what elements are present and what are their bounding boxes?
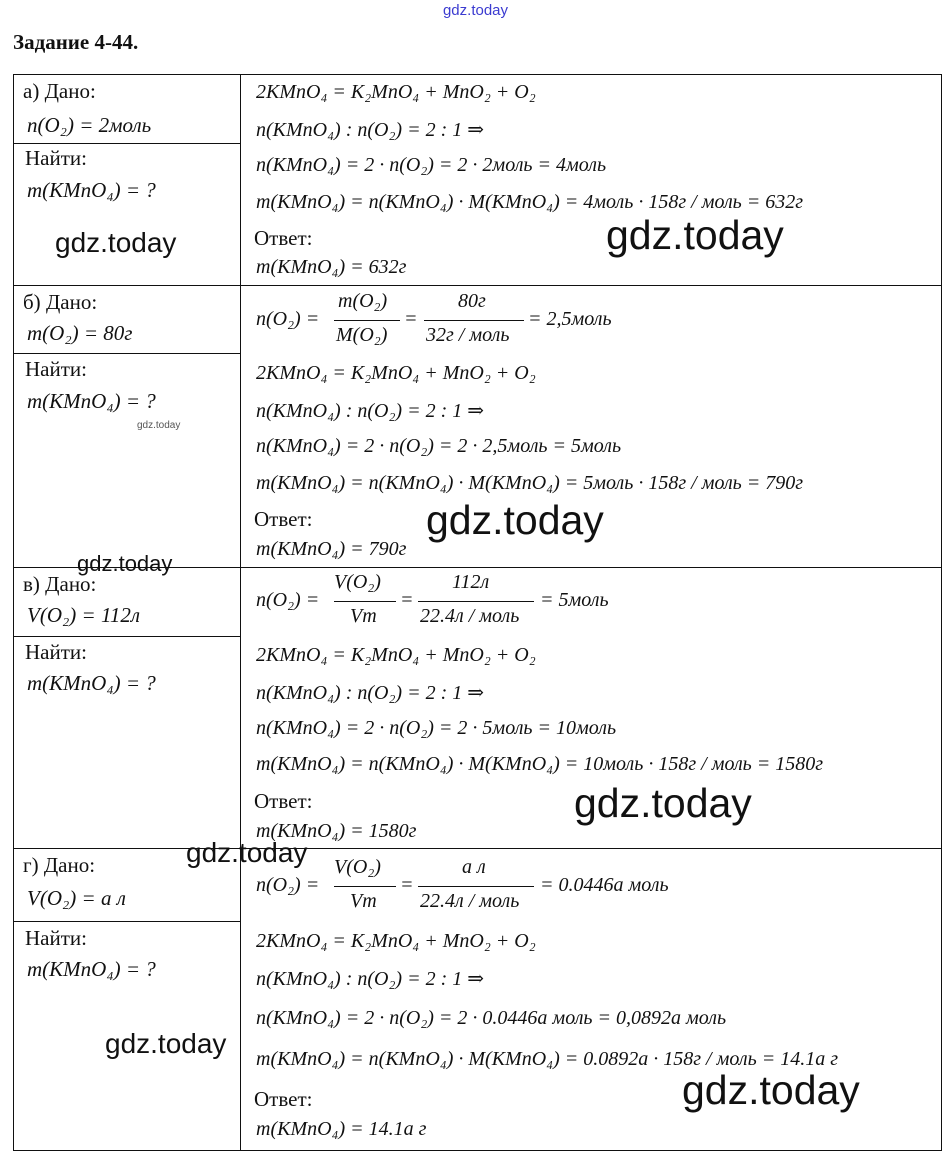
part-d-answer: m(KMnO₄) = 14.1a г <box>256 1118 427 1140</box>
part-letter: а) <box>23 79 40 103</box>
given-find-separator <box>14 353 240 354</box>
part-letter: в) <box>23 572 40 596</box>
part-b-numerator-1: m(O₂) <box>338 290 388 312</box>
part-d-solution-line: n(KMnO₄) = 2 · n(O₂) = 2 · 0.0446a моль = 0,0892a моль <box>256 1007 727 1029</box>
watermark-text: gdz.today <box>186 837 308 868</box>
fraction-bar <box>418 886 534 887</box>
part-c-numerator-2: 112л <box>452 571 490 593</box>
column-divider <box>240 75 241 1150</box>
part-d-equals: = <box>400 874 414 896</box>
part-a-answer: m(KMnO₄) = 632г <box>256 256 407 278</box>
row-separator <box>14 848 941 849</box>
part-b-answer-heading: Ответ: <box>254 507 313 531</box>
watermark-text: gdz.today <box>137 420 181 431</box>
part-b-solution-line: m(KMnO₄) = n(KMnO₄) · M(KMnO₄) = 5моль · 158г / моль = 790г <box>256 472 804 494</box>
part-c-answer-heading: Ответ: <box>254 789 313 813</box>
part-c-denominator-2: 22.4л / моль <box>420 605 520 627</box>
watermark-text: gdz.today <box>682 1067 860 1113</box>
given-label: Дано: <box>45 290 98 314</box>
part-c-equals: = <box>400 589 414 611</box>
part-b-solution-line: 2KMnO₄ = K₂MnO₄ + MnO₂ + O₂ <box>256 362 536 384</box>
fraction-bar <box>334 886 396 887</box>
task-title: Задание 4-44. <box>13 30 139 54</box>
part-d-numerator-1: V(O₂) <box>334 856 381 878</box>
part-c-solution-line: 2KMnO₄ = K₂MnO₄ + MnO₂ + O₂ <box>256 644 536 666</box>
part-a-find-value: m(KMnO₄) = ? <box>27 178 156 202</box>
watermark-text: gdz.today <box>77 551 173 576</box>
watermark-text: gdz.today <box>426 497 604 543</box>
part-d-numerator-2: a л <box>462 856 486 878</box>
top-watermark: gdz.today <box>442 2 509 19</box>
fraction-bar <box>418 601 534 602</box>
watermark-text: gdz.today <box>574 780 752 826</box>
part-a-solution-line: n(KMnO₄) = 2 · n(O₂) = 2 · 2моль = 4моль <box>256 154 607 176</box>
part-c-find-value: m(KMnO₄) = ? <box>27 671 156 695</box>
part-b-solution-line: n(KMnO₄) = 2 · n(O₂) = 2 · 2,5моль = 5моль <box>256 435 622 457</box>
part-letter: г) <box>23 853 39 877</box>
watermark-text: gdz.today <box>606 212 784 258</box>
part-b-solution-line: n(KMnO₄) : n(O₂) = 2 : 1 ⇒ <box>256 400 485 422</box>
part-b-result: = 2,5моль <box>528 308 612 330</box>
part-c-formula-left: n(O₂) = <box>256 589 320 611</box>
part-a-solution-line: 2KMnO₄ = K₂MnO₄ + MnO₂ + O₂ <box>256 81 536 103</box>
part-c-denominator-1: Vm <box>350 605 377 627</box>
watermark-text: gdz.today <box>55 227 177 258</box>
part-a-find-heading: Найти: <box>25 146 87 170</box>
part-b-formula-left: n(O₂) = <box>256 308 320 330</box>
part-b-numerator-2: 80г <box>458 290 486 312</box>
part-c-solution-line: n(KMnO₄) : n(O₂) = 2 : 1 ⇒ <box>256 682 485 704</box>
part-c-answer: m(KMnO₄) = 1580г <box>256 820 417 842</box>
part-b-equals: = <box>404 308 418 330</box>
given-find-separator <box>14 921 240 922</box>
fraction-bar <box>424 320 524 321</box>
part-d-answer-heading: Ответ: <box>254 1087 313 1111</box>
part-c-solution-line: n(KMnO₄) = 2 · n(O₂) = 2 · 5моль = 10моль <box>256 717 617 739</box>
part-b-given-heading <box>23 290 97 315</box>
part-d-denominator-2: 22.4л / моль <box>420 890 520 912</box>
watermark-text: gdz.today <box>105 1028 227 1059</box>
part-b-denominator-1: M(O₂) <box>336 324 388 346</box>
part-b-find-value: m(KMnO₄) = ? <box>27 389 156 413</box>
part-d-find-heading: Найти: <box>25 926 87 950</box>
part-a-solution-line: n(KMnO₄) : n(O₂) = 2 : 1 ⇒ <box>256 119 485 141</box>
part-c-result: = 5моль <box>540 589 609 611</box>
part-b-denominator-2: 32г / моль <box>426 324 510 346</box>
fraction-bar <box>334 601 396 602</box>
given-label: Дано: <box>43 853 96 877</box>
part-d-given-value: V(O₂) = a л <box>27 886 126 910</box>
part-a-given-value: n(O₂) = 2моль <box>27 113 152 137</box>
part-b-find-heading: Найти: <box>25 357 87 381</box>
part-c-numerator-1: V(O₂) <box>334 571 381 593</box>
fraction-bar <box>334 320 400 321</box>
part-letter: б) <box>23 290 41 314</box>
part-d-formula-left: n(O₂) = <box>256 874 320 896</box>
part-b-answer: m(KMnO₄) = 790г <box>256 538 407 560</box>
part-d-result: = 0.0446a моль <box>540 874 669 896</box>
given-find-separator <box>14 636 240 637</box>
part-d-denominator-1: Vm <box>350 890 377 912</box>
part-c-solution-line: m(KMnO₄) = n(KMnO₄) · M(KMnO₄) = 10моль · 158г / моль = 1580г <box>256 753 824 775</box>
part-c-find-heading: Найти: <box>25 640 87 664</box>
part-a-solution-line: m(KMnO₄) = n(KMnO₄) · M(KMnO₄) = 4моль · 158г / моль = 632г <box>256 191 804 213</box>
part-d-solution-line: n(KMnO₄) : n(O₂) = 2 : 1 ⇒ <box>256 968 485 990</box>
given-label: Дано: <box>44 79 96 103</box>
part-d-solution-line: 2KMnO₄ = K₂MnO₄ + MnO₂ + O₂ <box>256 930 536 952</box>
part-d-find-value: m(KMnO₄) = ? <box>27 957 156 981</box>
row-separator <box>14 285 941 286</box>
part-a-given-heading <box>23 79 96 104</box>
given-find-separator <box>14 143 240 144</box>
part-b-given-value: m(O₂) = 80г <box>27 321 133 345</box>
part-c-given-value: V(O₂) = 112л <box>27 603 141 627</box>
part-a-answer-heading: Ответ: <box>254 226 313 250</box>
part-d-solution-line: m(KMnO₄) = n(KMnO₄) · M(KMnO₄) = 0.0892a · 158г / моль = 14.1a г <box>256 1048 838 1070</box>
part-d-given-heading <box>23 853 95 878</box>
given-label: Дано: <box>45 572 97 596</box>
